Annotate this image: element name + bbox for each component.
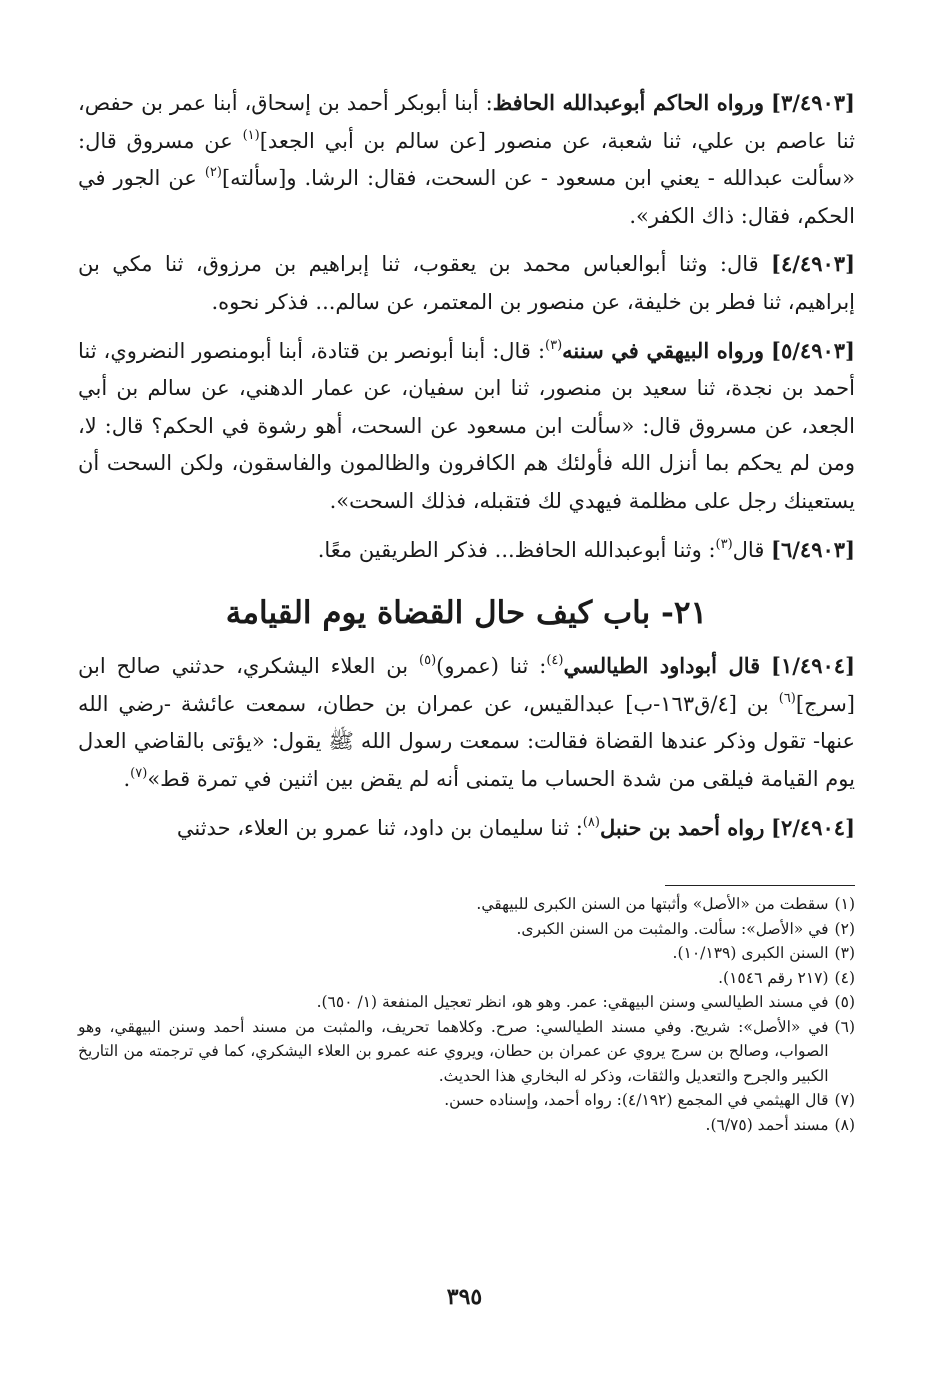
paragraph-lead: قال أبوداود الطيالسي xyxy=(563,653,761,679)
paragraph-text: : ثنا سليمان بن داود، ثنا عمرو بن العلاء، حدثني xyxy=(176,815,583,840)
footnote-text: قال الهيثمي في المجمع (٤/١٩٢): رواه أحمد، وإسناده حسن. xyxy=(444,1091,829,1110)
paragraph-4904-2 xyxy=(78,809,855,848)
footnote-marker[interactable]: (٣) xyxy=(545,337,563,353)
footnote-marker[interactable]: (٣) xyxy=(715,536,733,552)
footnotes xyxy=(78,892,855,1137)
footnote-text: (٢١٧ رقم ١٥٤٦). xyxy=(718,968,829,987)
footnote-item xyxy=(78,990,855,1015)
footnote-marker[interactable]: (٦) xyxy=(778,690,796,706)
hadith-ref: [١/٤٩٠٤] xyxy=(771,653,855,679)
footnote-number: (٢) xyxy=(834,919,855,938)
paragraph-4903-4 xyxy=(78,245,855,321)
paragraph-lead: رواه أحمد بن حنبل xyxy=(599,814,765,840)
footnote-item xyxy=(78,966,855,991)
footnote-number: (٧) xyxy=(834,1091,855,1110)
paragraph-lead: ورواه البيهقي في سننه xyxy=(562,337,765,363)
footnote-item xyxy=(78,941,855,966)
paragraph-text: : قال: أبنا أبونصر بن قتادة، أبنا أبومنصور النضروي، ثنا أحمد بن نجدة، ثنا سعيد بن منصور، ثنا ابن سفيان، عن عمار الدهني، عن سالم بن أبي الجعد، عن مسروق قال: «سألت ابن مسعود عن السحت، أهو رشوة في الحكم؟ قال: لا، ومن لم يحكم بما أنزل الله فأولئك هم الكافرون والظالمون والفاسقون، ولكن السحت أن يستعينك رجل على مظلمة فيهدي لك فتقبله، فذلك السحت». xyxy=(78,338,855,513)
paragraph-text: عن الجور في الحكم، فقال: ذاك الكفر». xyxy=(78,166,855,228)
paragraph-text: قال xyxy=(732,537,772,562)
hadith-ref: [٥/٤٩٠٣] xyxy=(771,337,855,363)
footnote-item xyxy=(78,1088,855,1113)
paragraph-text: . xyxy=(123,766,131,791)
paragraph-text: عن مسروق قال: «سألت عبدالله - يعني ابن مسعود - عن السحت، فقال: الرشا. و[سألته] xyxy=(78,128,855,191)
paragraph-4903-6 xyxy=(78,531,855,570)
footnote-marker[interactable]: (٢) xyxy=(204,165,222,181)
paragraph-text: قال: وثنا أبوالعباس محمد بن يعقوب، ثنا إبراهيم بن مرزوق، ثنا مكي بن إبراهيم، ثنا فطر بن خليفة، عن منصور بن المعتمر، عن سالم... فذكر نحوه. xyxy=(78,252,855,314)
footnote-text: في مسند الطيالسي وسنن البيهقي: عمر. وهو هو، انظر تعجيل المنفعة (١/ ٦٥٠). xyxy=(316,993,829,1012)
hadith-ref: [٣/٤٩٠٣] xyxy=(771,90,855,115)
footnote-separator xyxy=(665,885,855,886)
footnote-marker[interactable]: (٤) xyxy=(546,653,564,669)
paragraph-text: : ثنا (عمرو) xyxy=(436,654,547,679)
footnote-text: سقطت من «الأصل» وأثبتها من السنن الكبرى للبيهقي. xyxy=(476,895,829,914)
paragraph-4904-1 xyxy=(78,647,855,798)
footnote-text: في «الأصل»: شريح. وفي مسند الطيالسي: صرح. وكلاهما تحريف، والمثبت من مسند أحمد وسنن البيهقي، وهو الصواب، وصالح بن سرج يروي عن عمران بن حطان، ويروي عنه عمرو بن العلاء اليشكري، كما في ترجمته من التاريخ الكبير والجرح والتعديل والثقات، وذكر له البخاري هذا الحديث. xyxy=(78,1017,829,1085)
paragraph-4903-5 xyxy=(78,332,855,521)
footnote-text: في «الأصل»: سألت. والمثبت من السنن الكبرى. xyxy=(516,919,829,938)
footnote-marker[interactable]: (٧) xyxy=(130,765,148,781)
footnote-item xyxy=(78,1015,855,1089)
footnote-number: (٨) xyxy=(834,1115,855,1134)
footnote-number: (١) xyxy=(834,895,855,914)
paragraph-text: : أبنا أبوبكر أحمد بن إسحاق، أبنا عمر بن حفص، ثنا عاصم بن علي، ثنا شعبة، عن منصور [عن سالم بن أبي الجعد] xyxy=(78,91,855,153)
hadith-ref: [٤/٤٩٠٣] xyxy=(771,251,855,277)
paragraph-text: : وثنا أبوعبدالله الحافظ... فذكر الطريقين معًا. xyxy=(317,537,716,562)
footnote-marker[interactable]: (٨) xyxy=(582,814,600,830)
page-number: ٣٩٥ xyxy=(446,1284,483,1310)
paragraph-text: بن العلاء اليشكري، حدثني صالح ابن [سرج] xyxy=(78,654,855,716)
footnote-number: (٥) xyxy=(834,993,855,1012)
footnote-text: السنن الكبرى (١٠/١٣٩). xyxy=(672,944,829,963)
footnote-item xyxy=(78,917,855,942)
footnote-text: مسند أحمد (٦/٧٥). xyxy=(705,1115,829,1134)
footnote-marker[interactable]: (١) xyxy=(242,127,260,143)
footnote-number: (٦) xyxy=(834,1017,855,1036)
footnote-item xyxy=(78,892,855,917)
paragraph-4903-3 xyxy=(78,84,855,235)
hadith-ref: [٢/٤٩٠٤] xyxy=(771,814,855,840)
footnote-item xyxy=(78,1113,855,1138)
paragraph-lead: ورواه الحاكم أبوعبدالله الحافظ xyxy=(492,90,765,115)
paragraph-text: بن [٤/ق١٦٣-ب] عبدالقيس، عن عمران بن حطان، سمعت عائشة -رضي الله عنها- تقول وذكر عندها القضاة فقالت: سمعت رسول الله ﷺ يقول: «يؤتى بالقاضي العدل يوم القيامة فيلقى من شدة الحساب ما يتمنى أنه لم يقض بين اثنين في تمرة قط» xyxy=(78,691,855,791)
footnote-number: (٣) xyxy=(834,944,855,963)
hadith-ref: [٦/٤٩٠٣] xyxy=(771,536,855,562)
footnote-marker[interactable]: (٥) xyxy=(419,653,437,669)
chapter-heading: ٢١- باب كيف حال القضاة يوم القيامة xyxy=(225,595,708,632)
footnote-number: (٤) xyxy=(834,968,855,987)
